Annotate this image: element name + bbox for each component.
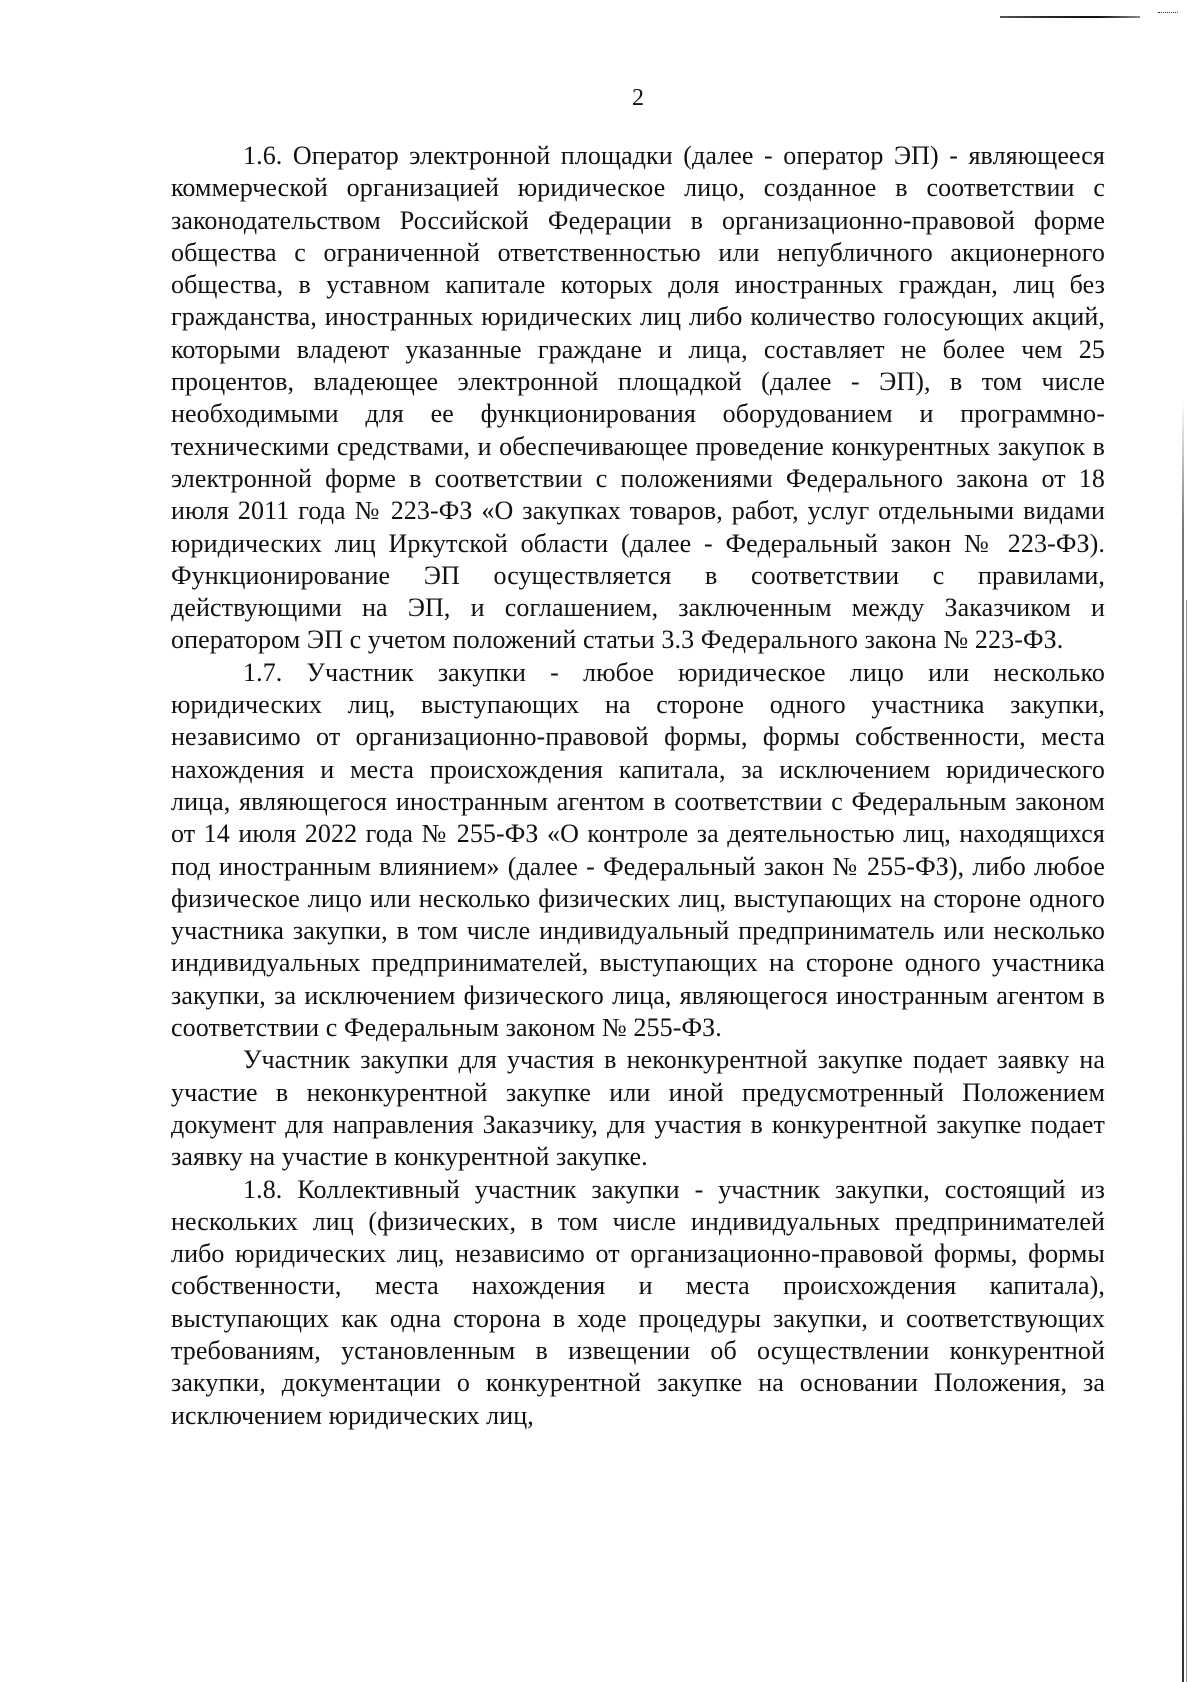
document-body bbox=[171, 140, 1105, 1432]
paragraph-1-7: 1.7. Участник закупки - любое юридическое лицо или несколько юридических лиц, выступающих на стороне одного участника закупки, независимо от организационно-правовой формы, формы собственности, места нахождения и места происхождения капитала, за исключением юридического лица, являющегося иностранным агентом в соответствии с Федеральным законом от 14 июля 2022 года № 255-ФЗ «О контроле за деятельностью лиц, находящихся под иностранным влиянием» (далее - Федеральный закон № 255-ФЗ), либо любое физическое лицо или несколько физических лиц, выступающих на стороне одного участника закупки, в том числе индивидуальный предприниматель или несколько индивидуальных предпринимателей, выступающих на стороне одного участника закупки, за исключением физического лица, являющегося иностранным агентом в соответствии с Федеральным законом № 255-ФЗ. bbox=[171, 657, 1105, 1043]
paragraph-1-8: 1.8. Коллективный участник закупки - участник закупки, состоящий из нескольких лиц (физических, в том числе индивидуальных предпринимателей либо юридических лиц, независимо от организационно-правовой формы, формы собственности, места нахождения и места происхождения капитала), выступающих как одна сторона в ходе процедуры закупки, и соответствующих требованиям, установленным в извещении об осуществлении конкурентной закупки, документации о конкурентной закупке на основании Положения, за исключением юридических лиц, bbox=[171, 1174, 1105, 1430]
paragraph-1-6: 1.6. Оператор электронной площадки (далее - оператор ЭП) - являющееся коммерческой организацией юридическое лицо, созданное в соответствии с законодательством Российской Федерации в организационно-правовой форме общества с ограниченной ответственностью или непубличного акционерного общества, в уставном капитале которых доля иностранных граждан, лиц без гражданства, иностранных юридических лиц либо количество голосующих акций, которыми владеют указанные граждане и лица, составляет не более чем 25 процентов, владеющее электронной площадкой (далее - ЭП), в том числе необходимыми для ее функционирования оборудованием и программно-техническими средствами, и обеспечивающее проведение конкурентных закупок в электронной форме в соответствии с положениями Федерального закона от 18 июля 2011 года № 223-ФЗ «О закупках товаров, работ, услуг отдельными видами юридических лиц Иркутской области (далее - Федеральный закон № 223-ФЗ). Функционирование ЭП осуществляется в соответствии с правилами, действующими на ЭП, и соглашением, заключенным между Заказчиком и оператором ЭП с учетом положений статьи 3.3 Федерального закона № 223-ФЗ. bbox=[171, 141, 1105, 655]
scan-artifact-right-edge bbox=[1182, 400, 1184, 1682]
scan-artifact-top-dots bbox=[1158, 12, 1178, 17]
scan-artifact-right-edge-inner bbox=[1186, 600, 1187, 1682]
scan-artifact-top-line bbox=[1000, 16, 1140, 18]
paragraph-1-7-continuation: Участник закупки для участия в неконкурентной закупке подает заявку на участие в неконкурентной закупке или иной предусмотренный Положением документ для направления Заказчику, для участия в конкурентной закупке подает заявку на участие в конкурентной закупке. bbox=[171, 1045, 1105, 1172]
page-number: 2 bbox=[632, 85, 644, 111]
